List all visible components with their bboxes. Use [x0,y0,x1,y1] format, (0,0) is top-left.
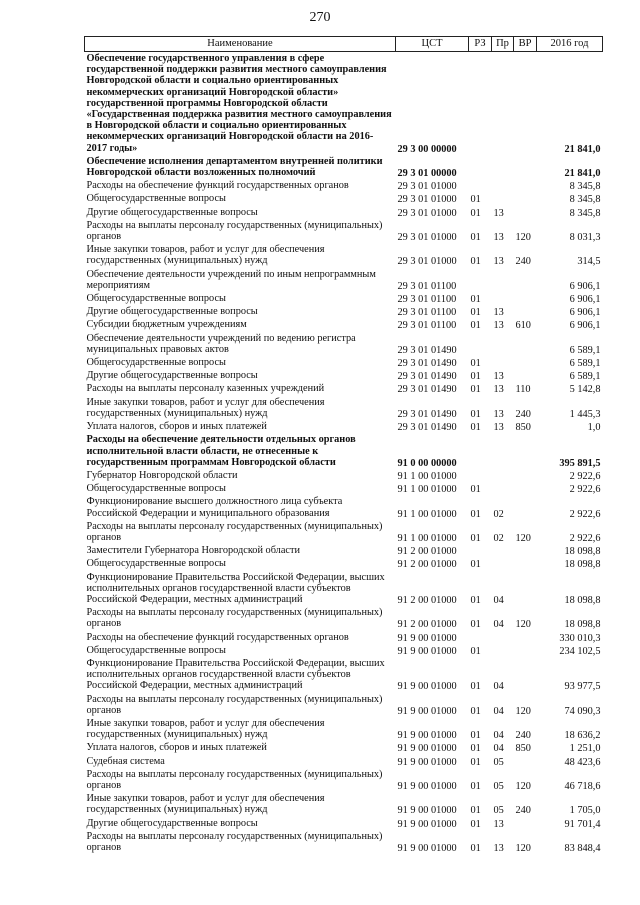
row-cst: 91 9 00 01000 [397,730,457,742]
row-name: Расходы на выплаты персоналу государственных (муниципальных) органов [86,607,383,630]
row-amount: 6 589,1 [569,344,601,356]
row-pr: 13 [493,408,504,420]
table-row [85,469,603,482]
column-header-rz: РЗ [469,37,492,52]
row-pr: 13 [493,422,504,434]
row-rz [469,268,492,292]
row-amount: 2 922,6 [569,484,601,496]
row-cst: 91 9 00 01000 [397,780,457,792]
row-name: Обеспечение исполнения департаментом внутренней политики Новгородской области возложенных полномочий [86,155,383,179]
table-row [85,206,603,219]
row-amount: 83 848,4 [564,843,601,854]
row-vr [514,657,537,693]
row-pr: 05 [493,805,504,817]
row-pr: 04 [493,730,504,742]
table-row [85,768,603,792]
row-rz: 01 [470,294,481,306]
row-vr: 120 [515,843,531,854]
row-rz: 01 [470,307,481,319]
table-row [85,495,603,519]
row-cst: 29 3 01 01000 [397,207,457,219]
row-cst: 91 2 00 01000 [397,619,457,631]
row-amount: 46 718,6 [564,780,601,792]
table-row [85,544,603,557]
row-name: Иные закупки товаров, работ и услуг для обеспечения государственных (муниципальных) нужд [86,396,325,419]
row-amount: 8 345,8 [569,181,601,193]
row-vr [514,482,537,495]
row-vr [514,52,537,155]
table-body [85,52,603,855]
row-rz: 01 [470,484,481,496]
row-amount: 6 906,1 [569,320,601,332]
row-rz: 01 [470,705,481,717]
row-name: Обеспечение государственного управления в сфере государственной поддержки развития местного самоуправления Новгородской области и социально ориентированных некоммерческих организаций Новгородской области» государственной программы Новгородской области «Государственная поддержка развития местного самоуправления в Новгородской области и социально ориентированных некоммерческих организаций Новгородской области на 2016-2017 годы» [86,53,392,154]
row-rz: 01 [470,645,481,657]
column-header-year: 2016 год [537,37,603,52]
row-cst: 91 9 00 01000 [397,645,457,657]
row-rz: 01 [470,194,481,206]
row-cst: 91 1 00 01000 [397,508,457,520]
table-row [85,433,603,469]
row-pr [492,469,514,482]
row-cst: 91 2 00 01000 [397,559,457,571]
row-amount: 8 345,8 [569,194,601,206]
row-cst: 29 3 01 01100 [397,280,457,292]
row-pr [492,268,514,292]
row-name: Расходы на выплаты персоналу государственных (муниципальных) органов [86,768,383,791]
row-cst: 29 3 01 01490 [397,358,457,370]
row-name: Функционирование Правительства Российской Федерации, высших исполнительных органов государственной власти субъектов Российской Федерации, местных администраций [86,657,385,692]
row-vr [514,557,537,570]
row-amount: 1,0 [587,422,601,434]
row-rz: 01 [470,756,481,768]
table-row [85,396,603,420]
row-name: Общегосударственные вопросы [86,483,226,495]
row-rz: 01 [470,207,481,219]
table-row [85,420,603,433]
table-row [85,369,603,382]
row-cst: 29 3 01 01000 [397,194,457,206]
row-vr [514,469,537,482]
row-vr [514,369,537,382]
row-cst: 91 9 00 01000 [397,756,457,768]
table-row [85,305,603,318]
row-vr [514,817,537,830]
row-name: Иные закупки товаров, работ и услуг для обеспечения государственных (муниципальных) нужд [86,717,325,741]
row-cst: 91 2 00 01000 [397,594,457,606]
row-cst: 29 3 01 01100 [397,307,457,319]
row-name: Другие общегосударственные вопросы [86,206,258,218]
row-rz [469,631,492,644]
table-row [85,657,603,693]
row-vr: 120 [515,232,531,244]
row-rz: 01 [470,408,481,420]
row-pr [492,544,514,557]
row-pr [492,52,514,155]
table-row [85,382,603,395]
row-amount: 1 251,0 [569,743,601,755]
row-pr: 04 [493,619,504,631]
row-cst: 29 3 00 00000 [397,143,457,155]
row-rz: 01 [470,780,481,792]
row-rz: 01 [470,805,481,817]
row-cst: 91 1 00 01000 [397,484,457,496]
row-name: Функционирование высшего должностного лица субъекта Российской Федерации и муниципального образования [86,496,343,519]
row-rz: 01 [470,384,481,396]
row-vr: 120 [515,705,531,717]
row-amount: 6 589,1 [569,358,601,370]
row-name: Расходы на обеспечение функций государственных органов [86,180,349,192]
row-vr [514,495,537,519]
row-name: Обеспечение деятельности учреждений по ведению регистра муниципальных правовых актов [86,332,356,355]
row-amount: 93 977,5 [564,681,601,693]
row-vr: 110 [515,384,531,396]
row-pr [492,192,514,205]
row-pr: 04 [493,705,504,717]
row-cst: 29 3 01 01490 [397,384,457,396]
row-vr: 240 [515,805,531,817]
row-name: Расходы на выплаты персоналу казенных учреждений [86,383,325,395]
row-amount: 330 010,3 [559,632,601,644]
row-cst: 91 2 00 01000 [397,546,457,558]
row-cst: 91 1 00 01000 [397,532,457,544]
row-vr [514,644,537,657]
row-name: Функционирование Правительства Российской Федерации, высших исполнительных органов государственной власти субъектов Российской Федерации, местных администраций [86,571,385,605]
row-amount: 8 345,8 [569,207,601,219]
row-amount: 6 589,1 [569,371,601,383]
row-vr [514,155,537,179]
row-cst: 91 1 00 01000 [397,470,457,482]
column-header-cst: ЦСТ [396,37,469,52]
row-pr: 13 [493,843,504,854]
row-cst: 29 3 01 01100 [397,294,457,306]
row-name: Расходы на обеспечение деятельности отдельных органов исполнительной власти области, не отнесенные к государственным программам Новгородской области [86,434,356,468]
row-rz: 01 [470,843,481,854]
row-vr: 240 [515,730,531,742]
row-name: Расходы на выплаты персоналу государственных (муниципальных) органов [86,520,383,543]
row-amount: 2 922,6 [569,508,601,520]
row-name: Расходы на выплаты персоналу государственных (муниципальных) органов [86,693,383,716]
row-vr [514,631,537,644]
row-amount: 234 102,5 [559,645,601,657]
row-name: Общегосударственные вопросы [86,558,226,570]
row-amount: 6 906,1 [569,294,601,306]
row-vr: 120 [515,532,531,544]
row-vr [514,544,537,557]
table-row [85,644,603,657]
row-vr [514,192,537,205]
row-vr [514,179,537,192]
row-vr [514,571,537,607]
row-amount: 6 906,1 [569,307,601,319]
row-vr [514,292,537,305]
row-name: Уплата налогов, сборов и иных платежей [86,742,267,754]
row-cst: 29 3 01 01490 [397,344,457,356]
row-amount: 18 098,8 [564,619,601,631]
row-pr: 05 [493,780,504,792]
table-row [85,755,603,768]
row-cst: 91 9 00 01000 [397,743,457,755]
table-row [85,219,603,243]
table-row [85,830,603,854]
row-name: Другие общегосударственные вопросы [86,370,258,382]
row-name: Общегосударственные вопросы [86,293,226,305]
row-pr: 13 [493,256,504,268]
row-rz [469,469,492,482]
row-amount: 6 906,1 [569,280,601,292]
row-amount: 314,5 [577,256,601,268]
table-row [85,792,603,816]
row-pr [492,292,514,305]
row-rz: 01 [470,743,481,755]
column-header-vr: ВР [514,37,537,52]
row-cst: 91 9 00 01000 [397,681,457,693]
table-row [85,520,603,544]
row-amount: 48 423,6 [564,756,601,768]
row-pr: 04 [493,743,504,755]
row-vr [514,356,537,369]
row-cst: 91 9 00 01000 [397,818,457,830]
row-rz: 01 [470,818,481,830]
row-vr [514,206,537,219]
row-pr [492,557,514,570]
row-amount: 395 891,5 [559,457,601,469]
row-vr: 610 [515,320,531,332]
row-cst: 29 3 01 01000 [397,232,457,244]
row-rz: 01 [470,320,481,332]
row-vr: 240 [515,408,531,420]
row-cst: 91 9 00 01000 [397,632,457,644]
row-name: Судебная система [86,755,165,767]
column-header-name: Наименование [85,37,396,52]
table-header [85,37,603,52]
row-rz: 01 [470,371,481,383]
row-rz [469,179,492,192]
row-pr [492,644,514,657]
row-rz: 01 [470,422,481,434]
table-row [85,243,603,267]
row-pr: 13 [493,207,504,219]
row-name: Иные закупки товаров, работ и услуг для обеспечения государственных (муниципальных) нужд [86,793,325,816]
table-row [85,717,603,741]
row-amount: 2 922,6 [569,470,601,482]
table-row [85,318,603,331]
row-amount: 18 098,8 [564,594,601,606]
row-cst: 91 0 00 00000 [397,457,457,469]
row-pr [492,356,514,369]
row-name: Обеспечение деятельности учреждений по иным непрограммным мероприятиям [86,268,376,291]
row-name: Расходы на выплаты персоналу государственных (муниципальных) органов [86,830,383,853]
table-row [85,268,603,292]
table-row [85,292,603,305]
row-cst: 91 9 00 01000 [397,705,457,717]
row-rz: 01 [470,681,481,693]
row-pr: 13 [493,232,504,244]
table-row [85,571,603,607]
budget-table [84,36,603,854]
row-rz [469,544,492,557]
row-pr [492,631,514,644]
row-cst: 29 3 01 01000 [397,181,457,193]
row-pr [492,482,514,495]
row-name: Губернатор Новгородской области [86,469,238,481]
table-row [85,741,603,754]
table-row [85,52,603,155]
row-pr: 13 [493,384,504,396]
row-name: Заместители Губернатора Новгородской области [86,545,300,557]
row-amount: 5 142,8 [569,384,601,396]
row-cst: 91 9 00 01000 [397,805,457,817]
row-pr: 02 [493,508,504,520]
table-row [85,817,603,830]
row-rz [469,332,492,356]
row-pr: 04 [493,681,504,693]
row-vr [514,305,537,318]
row-name: Иные закупки товаров, работ и услуг для обеспечения государственных (муниципальных) нужд [86,244,325,267]
row-rz: 01 [470,730,481,742]
row-amount: 18 098,8 [564,546,601,558]
row-pr: 13 [493,818,504,830]
table-row [85,693,603,717]
row-amount: 21 841,0 [564,168,601,180]
row-amount: 8 031,3 [569,232,601,244]
row-cst: 29 3 01 01490 [397,422,457,434]
row-rz: 01 [470,559,481,571]
row-name: Расходы на обеспечение функций государственных органов [86,631,349,643]
row-amount: 1 705,0 [569,805,601,817]
row-vr [514,332,537,356]
row-pr [492,155,514,179]
row-cst: 29 3 01 01490 [397,408,457,420]
row-name: Расходы на выплаты персоналу государственных (муниципальных) органов [86,219,383,243]
table-row [85,155,603,179]
row-vr [514,268,537,292]
row-cst: 91 9 00 01000 [397,843,457,854]
table-row [85,332,603,356]
row-rz [469,155,492,179]
table-row [85,557,603,570]
row-cst: 29 3 01 01100 [397,320,457,332]
row-name: Общегосударственные вопросы [86,193,226,205]
row-rz: 01 [470,358,481,370]
table-row [85,192,603,205]
row-amount: 21 841,0 [564,143,601,155]
row-name: Уплата налогов, сборов и иных платежей [86,421,267,433]
row-pr: 13 [493,307,504,319]
row-pr: 05 [493,756,504,768]
row-rz [469,433,492,469]
row-cst: 29 3 01 00000 [397,168,457,180]
row-name: Другие общегосударственные вопросы [86,817,258,829]
row-vr: 120 [515,619,531,631]
row-vr: 850 [515,743,531,755]
table-row [85,356,603,369]
row-pr: 13 [493,320,504,332]
row-amount: 1 445,3 [569,408,601,420]
row-cst: 29 3 01 01490 [397,371,457,383]
row-rz: 01 [470,594,481,606]
row-rz: 01 [470,232,481,244]
row-name: Общегосударственные вопросы [86,644,226,656]
row-pr: 04 [493,594,504,606]
row-vr: 240 [515,256,531,268]
row-rz: 01 [470,619,481,631]
table-row [85,482,603,495]
table-row [85,606,603,630]
row-vr [514,755,537,768]
row-pr [492,179,514,192]
row-amount: 18 098,8 [564,559,601,571]
row-pr [492,433,514,469]
table-row [85,631,603,644]
row-vr: 850 [515,422,531,434]
row-rz: 01 [470,508,481,520]
row-pr: 02 [493,532,504,544]
column-header-pr: Пр [492,37,514,52]
row-amount: 91 701,4 [564,818,601,830]
row-name: Общегосударственные вопросы [86,357,226,369]
page-number: 270 [309,10,331,25]
row-rz: 01 [470,532,481,544]
row-pr: 13 [493,371,504,383]
row-name: Другие общегосударственные вопросы [86,306,258,318]
row-name: Субсидии бюджетным учреждениям [86,319,247,331]
row-vr: 120 [515,780,531,792]
row-vr [514,433,537,469]
row-rz [469,52,492,155]
row-amount: 2 922,6 [569,532,601,544]
row-rz: 01 [470,256,481,268]
table-row [85,179,603,192]
row-cst: 29 3 01 01000 [397,256,457,268]
row-amount: 18 636,2 [564,730,601,742]
row-pr [492,332,514,356]
row-amount: 74 090,3 [564,705,601,717]
